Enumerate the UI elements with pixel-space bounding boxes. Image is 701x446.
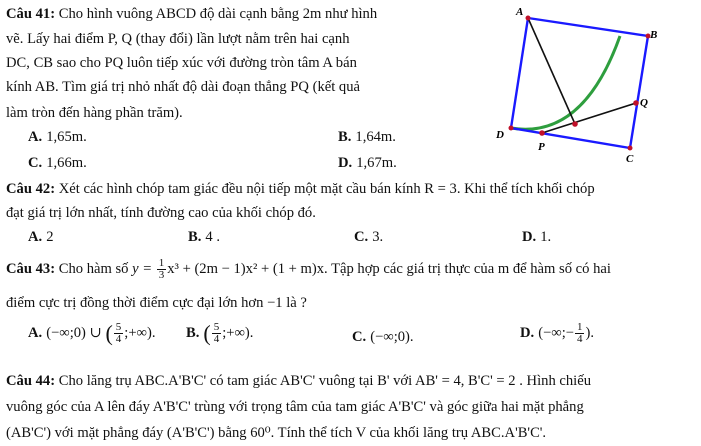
label-a: A bbox=[516, 6, 524, 18]
point-a bbox=[526, 16, 531, 21]
segment-ap bbox=[528, 18, 575, 124]
q41-line-3: DC, CB sao cho PQ luôn tiếp xúc với đường tròn tâm A bán bbox=[6, 55, 357, 71]
q43-fraction: $\frac{1}{3}$ bbox=[158, 257, 165, 281]
q44-line-2: vuông góc của A lên đáy A'B'C' trùng với trọng tâm của tam giác A'B'C' và góc giữa hai mặt phẳng bbox=[6, 399, 584, 415]
q41-text-1: Cho hình vuông ABCD độ dài cạnh bằng 2m như hình bbox=[58, 6, 378, 22]
q42-option-b: B. 4 . bbox=[188, 229, 220, 245]
q42-option-c: C. 3. bbox=[354, 229, 384, 245]
q42-option-d: D. 1. bbox=[522, 229, 552, 245]
q43-label: Câu 43: bbox=[6, 260, 56, 277]
q42-line-1 bbox=[6, 180, 595, 198]
q43-option-d: D. (−∞;− $\frac{1}{4}$ ). bbox=[520, 321, 594, 345]
label-q: Q bbox=[640, 97, 648, 109]
tangent-arc bbox=[511, 36, 620, 129]
segment-pq bbox=[542, 103, 636, 133]
q43-line-1 bbox=[6, 258, 611, 281]
q41-line-4: kính AB. Tìm giá trị nhỏ nhất độ dài đoạn thẳng PQ (kết quả bbox=[6, 79, 360, 95]
q42-text-1: Xét các hình chóp tam giác đều nội tiếp một mặt cầu bán kính R = 3. Khi thể tích khối chóp bbox=[58, 181, 595, 197]
q43-option-b: B. ( $\frac{5}{4}$ ;+∞). bbox=[186, 320, 254, 346]
q42-line-2: đạt giá trị lớn nhất, tính đường cao của khối chóp đó. bbox=[6, 205, 316, 221]
q41-option-a: A. 1,65m. bbox=[28, 129, 87, 145]
label-c: C bbox=[626, 153, 634, 165]
q44-line-1 bbox=[6, 372, 591, 390]
q42-label: Câu 42: bbox=[6, 181, 56, 197]
q43-option-c: C. (−∞;0). bbox=[352, 329, 414, 345]
q41-option-d: D. 1,67m. bbox=[338, 155, 397, 171]
q41-line-1 bbox=[6, 5, 377, 23]
q43-formula: x³ + (2m − 1)x² + (1 + m)x. bbox=[167, 260, 328, 277]
q41-line-2: vẽ. Lấy hai điểm P, Q (thay đổi) lần lượt nằm trên hai cạnh bbox=[6, 31, 350, 47]
label-b: B bbox=[650, 29, 658, 41]
q42-option-a: A. 2 bbox=[28, 229, 54, 245]
q44-label: Câu 44: bbox=[6, 373, 56, 389]
q41-line-5: làm tròn đến hàng phần trăm). bbox=[6, 105, 183, 121]
label-d: D bbox=[496, 129, 504, 141]
q43-post: Tập hợp các giá trị thực của m để hàm số có hai bbox=[331, 260, 611, 277]
q44-line-3: (AB'C') với mặt phẳng đáy (A'B'C') bằng 60⁰. Tính thể tích V của khối lăng trụ ABC.A'B'C'. bbox=[6, 425, 547, 441]
q43-line-2: điểm cực trị đồng thời điểm cực đại lớn hơn −1 là ? bbox=[6, 295, 307, 311]
q41-label: Câu 41: bbox=[6, 6, 56, 22]
label-p: P bbox=[538, 141, 545, 153]
q43-option-a: A. (−∞;0) ∪ ( $\frac{5}{4}$ ;+∞). bbox=[28, 320, 156, 346]
square-figure bbox=[488, 0, 658, 170]
point-p bbox=[539, 130, 545, 136]
point-d bbox=[509, 126, 514, 131]
point-q bbox=[633, 100, 639, 106]
q43-pre: Cho hàm số bbox=[58, 260, 129, 277]
q44-text-1: Cho lăng trụ ABC.A'B'C' có tam giác AB'C' vuông tại B' với AB' = 4, B'C' = 2 . Hình chiếu bbox=[58, 373, 591, 389]
q41-option-c: C. 1,66m. bbox=[28, 155, 87, 171]
q41-option-b: B. 1,64m. bbox=[338, 129, 396, 145]
q43-y: y = bbox=[132, 260, 153, 277]
point-t bbox=[572, 121, 578, 127]
point-c bbox=[628, 146, 633, 151]
